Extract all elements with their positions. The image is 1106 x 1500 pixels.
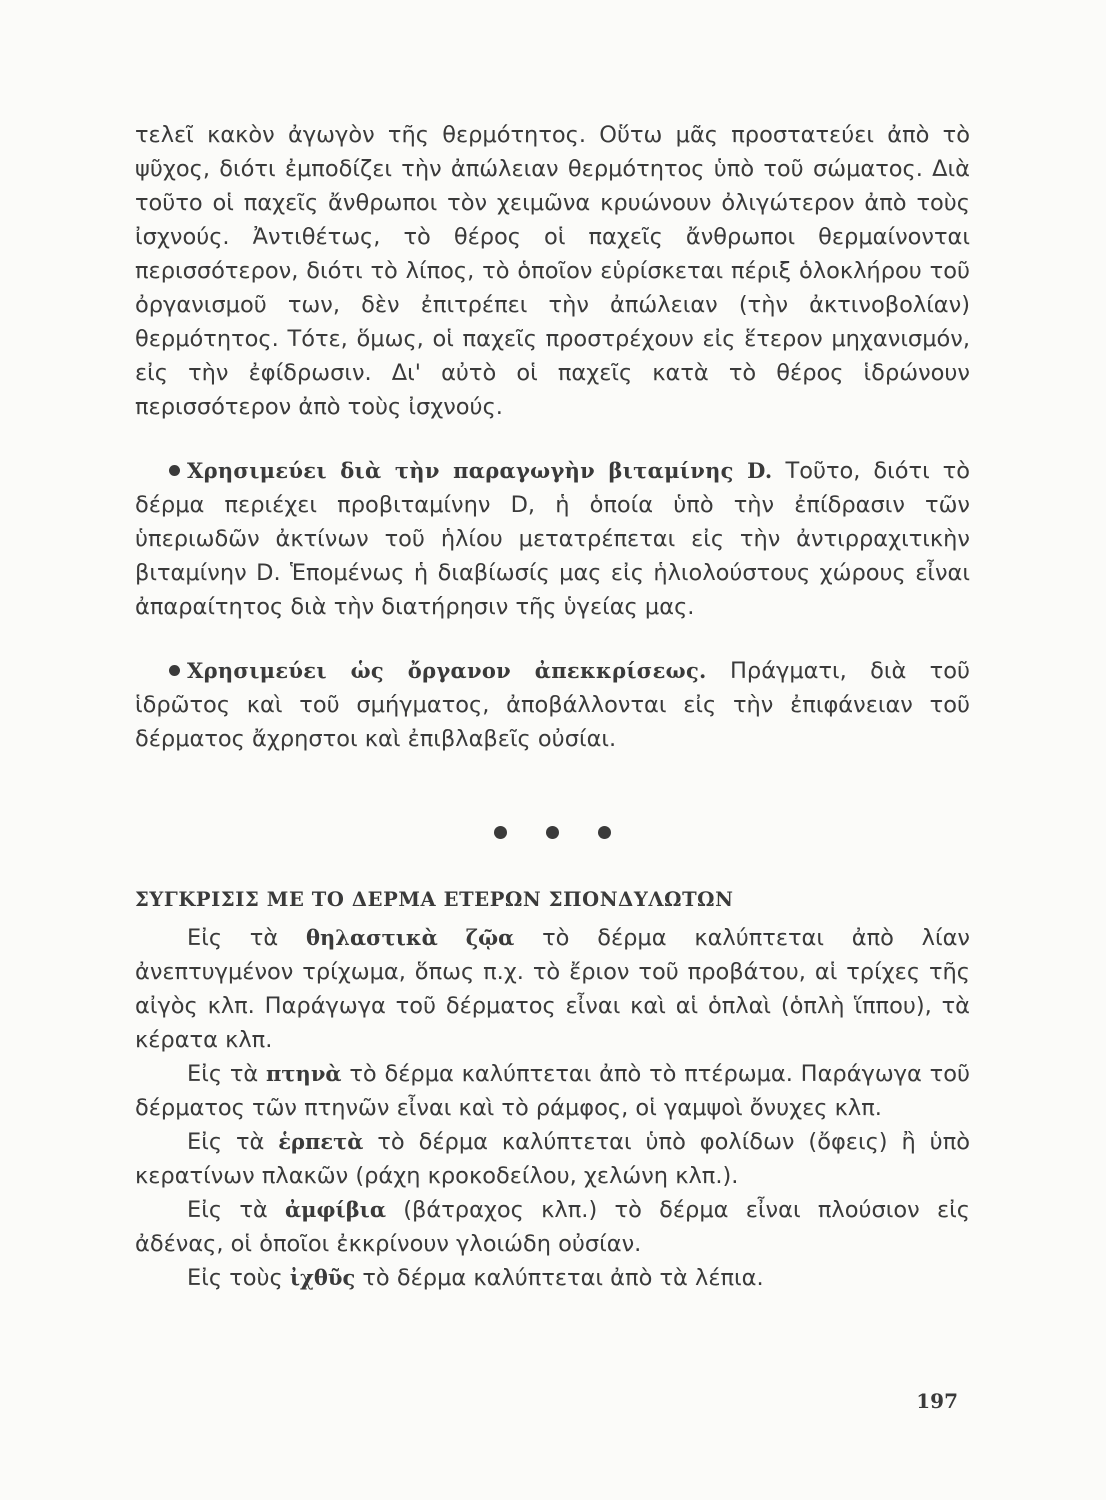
dot-icon bbox=[598, 826, 611, 839]
dot-icon bbox=[494, 826, 507, 839]
paragraph-vitamin-d bbox=[135, 454, 970, 624]
animal-paragraph-amphibians bbox=[135, 1193, 970, 1261]
animal-text: τὸ δέρμα καλύπτεται ἀπὸ τὰ λέπια. bbox=[362, 1265, 764, 1291]
animal-text: τὸ δέρμα καλύπτεται ἀπὸ τὸ πτέρωμα. Παράγωγα τοῦ δέρματος τῶν πτηνῶν εἶναι καὶ τὸ ράμφος, οἱ γαμψοὶ ὄνυχες κλπ. bbox=[135, 1061, 970, 1121]
animal-keyword: θηλαστικὰ ζῷα bbox=[305, 925, 515, 950]
animal-prefix: Εἰς τὰ bbox=[187, 1061, 259, 1087]
bullet-icon bbox=[169, 465, 180, 476]
animal-keyword: ἰχθῦς bbox=[289, 1265, 356, 1290]
page-body bbox=[135, 118, 970, 1295]
animal-paragraph-birds bbox=[135, 1057, 970, 1125]
animal-text: τὸ δέρμα καλύπτεται ὑπὸ φολίδων (ὄφεις) ἢ ὑπὸ κερατίνων πλακῶν (ράχη κροκοδείλου, χελώνη κλπ.). bbox=[135, 1129, 971, 1189]
dot-icon bbox=[546, 826, 559, 839]
bullet-icon bbox=[169, 665, 180, 676]
vitamin-lead: Χρησιμεύει διὰ τὴν παραγωγὴν βιταμίνης D. bbox=[187, 458, 773, 483]
paragraph-excretion bbox=[135, 654, 970, 756]
section-heading: ΣΥΓΚΡΙΣΙΣ ΜΕ ΤΟ ΔΕΡΜΑ ΕΤΕΡΩΝ ΣΠΟΝΔΥΛΩΤΩΝ bbox=[135, 888, 734, 911]
vitamin-text: Τοῦτο, διότι τὸ δέρμα περιέχει προβιταμίνην D, ἡ ὁποία ὑπὸ τὴν ἐπίδρασιν τῶν ὑπεριωδῶν ἀκτίνων τοῦ ἡλίου μετατρέπεται εἰς τὴν ἀντιρραχιτικὴν βιταμίνην D. Ἑπομένως ἡ διαβίωσίς μας εἰς ἡλιολούστους χώρους εἶναι ἀπαραίτητος διὰ τὴν διατήρησιν τῆς ὑγείας μας. bbox=[135, 458, 970, 620]
animal-prefix: Εἰς τὰ bbox=[187, 925, 279, 951]
animal-prefix: Εἰς τὰ bbox=[187, 1197, 268, 1223]
animal-text: (βάτραχος κλπ.) τὸ δέρμα εἶναι πλούσιον εἰς ἀδένας, οἱ ὁποῖοι ἐκκρίνουν γλοιώδη οὐσίαν. bbox=[135, 1197, 970, 1257]
section-separator bbox=[135, 826, 970, 840]
page-number: 197 bbox=[916, 1389, 958, 1413]
animals-list bbox=[135, 921, 970, 1295]
animal-paragraph-reptiles bbox=[135, 1125, 970, 1193]
animal-keyword: πτηνὰ bbox=[266, 1061, 342, 1086]
animal-paragraph-fish bbox=[135, 1261, 970, 1295]
animal-paragraph-mammals bbox=[135, 921, 970, 1057]
excretion-text: Πράγματι, διὰ τοῦ ἱδρῶτος καὶ τοῦ σμήγματος, ἀποβάλλονται εἰς τὴν ἐπιφάνειαν τοῦ δέρματος ἄχρηστοι καὶ ἐπιβλαβεῖς οὐσίαι. bbox=[135, 658, 971, 752]
animal-prefix: Εἰς τοὺς bbox=[187, 1265, 283, 1291]
animal-prefix: Εἰς τὰ bbox=[187, 1129, 265, 1155]
animal-keyword: ἀμφίβια bbox=[285, 1197, 386, 1222]
animal-keyword: ἑρπετὰ bbox=[278, 1129, 364, 1154]
animal-text: τὸ δέρμα καλύπτεται ἀπὸ λίαν ἀνεπτυγμένον τρίχωμα, ὅπως π.χ. τὸ ἔριον τοῦ προβάτου, αἱ τρίχες τῆς αἰγὸς κλπ. Παράγωγα τοῦ δέρματος εἶναι καὶ αἱ ὁπλαὶ (ὁπλὴ ἵππου), τὰ κέρατα κλπ. bbox=[135, 925, 970, 1053]
excretion-lead: Χρησιμεύει ὡς ὄργανον ἀπεκκρίσεως. bbox=[187, 658, 707, 683]
paragraph-fat-insulation: τελεῖ κακὸν ἀγωγὸν τῆς θερμότητος. Οὕτω μᾶς προστατεύει ἀπὸ τὸ ψῦχος, διότι ἐμποδίζει τὴν ἀπώλειαν θερμότητος ὑπὸ τοῦ σώματος. Διὰ τοῦτο οἱ παχεῖς ἄνθρωποι τὸν χειμῶνα κρυώνουν ὀλιγώτερον ἀπὸ τοὺς ἰσχνούς. Ἀντιθέτως, τὸ θέρος οἱ παχεῖς ἄνθρωποι θερμαίνονται περισσότερον, διότι τὸ λίπος, τὸ ὁποῖον εὑρίσκεται πέριξ ὁλοκλήρου τοῦ ὀργανισμοῦ των, δὲν ἐπιτρέπει τὴν ἀπώλειαν (τὴν ἀκτινοβολίαν) θερμότητος. Τότε, ὅμως, οἱ παχεῖς προστρέχουν εἰς ἕτερον μηχανισμόν, εἰς τὴν ἐφίδρωσιν. Δι' αὐτὸ οἱ παχεῖς κατὰ τὸ θέρος ἱδρώνουν περισσότερον ἀπὸ τοὺς ἰσχνούς. bbox=[135, 122, 970, 420]
